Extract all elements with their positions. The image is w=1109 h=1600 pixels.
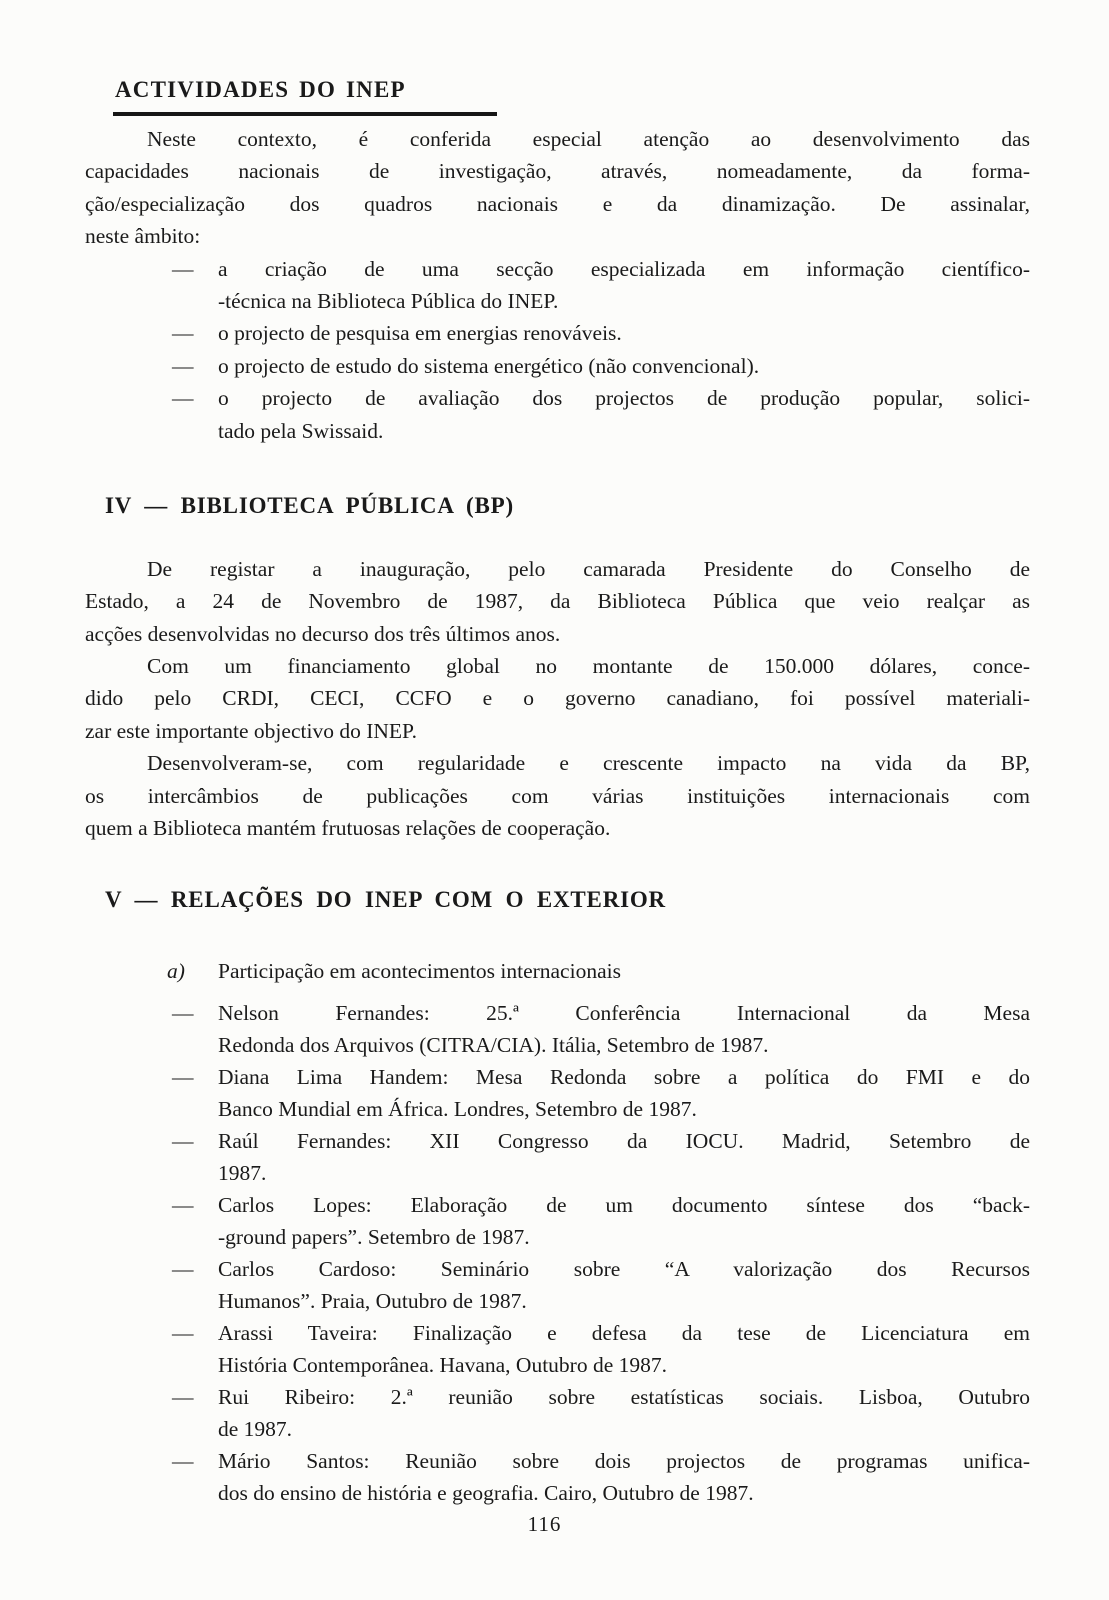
text-line: História Contemporânea. Havana, Outubro de 1987.	[218, 1352, 667, 1377]
text-line: Redonda dos Arquivos (CITRA/CIA). Itália, Setembro de 1987.	[218, 1032, 769, 1057]
text-line: dos do ensino de história e geografia. Cairo, Outubro de 1987.	[218, 1480, 754, 1505]
text-line: Carlos Cardoso: Seminário sobre “A valorização dos Recursos	[218, 1256, 1030, 1281]
text-line: os intercâmbios de publicações com várias instituições internacionais com	[85, 783, 1030, 808]
dash-bullet: —	[172, 256, 194, 281]
text-line: Mário Santos: Reunião sobre dois projectos de programas unifica-	[218, 1448, 1030, 1473]
text-line: Arassi Taveira: Finalização e defesa da tese de Licenciatura em	[218, 1320, 1030, 1345]
text-line: Estado, a 24 de Novembro de 1987, da Biblioteca Pública que veio realçar as	[85, 589, 1030, 614]
text-line: Rui Ribeiro: 2.ª reunião sobre estatísticas sociais. Lisboa, Outubro	[218, 1384, 1030, 1409]
text-line: Humanos”. Praia, Outubro de 1987.	[218, 1288, 527, 1313]
list-item-text	[218, 1189, 1030, 1253]
text-line: -técnica na Biblioteca Pública do INEP.	[218, 288, 559, 313]
text-line: ção/especialização dos quadros nacionais e da dinamização. De assinalar,	[85, 191, 1030, 216]
list-item	[172, 1253, 1030, 1317]
text-line: De registar a inauguração, pelo camarada Presidente do Conselho de	[147, 556, 1030, 581]
paragraph	[85, 747, 1030, 844]
list-item	[172, 1317, 1030, 1381]
section-iv-paragraphs	[85, 553, 1030, 845]
list-item	[172, 997, 1030, 1061]
text-line: a criação de uma secção especializada em informação científico-	[218, 256, 1030, 281]
text-line: de 1987.	[218, 1416, 293, 1441]
text-line: o projecto de pesquisa em energias renováveis.	[218, 321, 622, 346]
list-item-text	[218, 1253, 1030, 1317]
list-item-text	[218, 997, 1030, 1061]
list-item-text	[218, 1445, 1030, 1509]
text-line: Banco Mundial em África. Londres, Setembro de 1987.	[218, 1096, 697, 1121]
list-item	[172, 350, 1030, 382]
list-item-text	[218, 317, 1030, 349]
text-line: Nelson Fernandes: 25.ª Conferência Internacional da Mesa	[218, 1000, 1030, 1025]
text-line: tado pela Swissaid.	[218, 418, 384, 443]
dash-bullet: —	[172, 1128, 194, 1153]
list-item	[172, 317, 1030, 349]
list-item	[172, 1381, 1030, 1445]
paragraph	[85, 553, 1030, 650]
list-item-text	[218, 382, 1030, 447]
text-line: capacidades nacionais de investigação, através, nomeadamente, da forma-	[85, 159, 1030, 184]
subsection-heading	[167, 955, 1030, 987]
paragraph	[85, 650, 1030, 747]
subsection-marker: a)	[167, 959, 185, 984]
text-line: o projecto de estudo do sistema energético (não convencional).	[218, 353, 760, 378]
intro-paragraph	[85, 123, 1030, 253]
text-line: -ground papers”. Setembro de 1987.	[218, 1224, 530, 1249]
text-line: neste âmbito:	[85, 224, 201, 249]
list-item	[172, 1061, 1030, 1125]
list-item-text	[218, 1125, 1030, 1189]
dash-bullet: —	[172, 1192, 194, 1217]
text-line: Com um financiamento global no montante de 150.000 dólares, conce-	[147, 654, 1030, 679]
dash-bullet: —	[172, 1256, 194, 1281]
list-item	[172, 1189, 1030, 1253]
subsection-title: Participação em acontecimentos internacionais	[218, 959, 621, 984]
list-item	[172, 1125, 1030, 1189]
list-item	[172, 1445, 1030, 1509]
text-line: Carlos Lopes: Elaboração de um documento síntese dos “back-	[218, 1192, 1030, 1217]
text-line: 1987.	[218, 1160, 267, 1185]
text-line: Raúl Fernandes: XII Congresso da IOCU. Madrid, Setembro de	[218, 1128, 1030, 1153]
dash-bullet: —	[172, 1064, 194, 1089]
dash-bullet: —	[172, 1448, 194, 1473]
text-line: Diana Lima Handem: Mesa Redonda sobre a política do FMI e do	[218, 1064, 1030, 1089]
text-line: zar este importante objectivo do INEP.	[85, 718, 417, 743]
list-item	[172, 382, 1030, 447]
list-item-text	[218, 350, 1030, 382]
list-item-text	[218, 1061, 1030, 1125]
text-line: acções desenvolvidas no decurso dos três últimos anos.	[85, 621, 561, 646]
list-item-text	[218, 1317, 1030, 1381]
dash-bullet: —	[172, 353, 194, 378]
page-number: 116	[527, 1512, 562, 1536]
text-line: dido pelo CRDI, CECI, CCFO e o governo canadiano, foi possível materiali-	[85, 686, 1030, 711]
list-item	[172, 253, 1030, 318]
activities-list	[172, 253, 1030, 447]
section-iv-heading: IV — BIBLIOTECA PÚBLICA (BP)	[105, 492, 514, 518]
text-line: o projecto de avaliação dos projectos de produção popular, solici-	[218, 386, 1030, 411]
page-header-title: ACTIVIDADES DO INEP	[115, 77, 406, 102]
list-item-text	[218, 253, 1030, 318]
dash-bullet: —	[172, 1320, 194, 1345]
text-line: Desenvolveram-se, com regularidade e crescente impacto na vida da BP,	[147, 751, 1030, 776]
document-header	[85, 76, 1030, 116]
dash-bullet: —	[172, 321, 194, 346]
text-line: Neste contexto, é conferida especial atenção ao desenvolvimento das	[147, 127, 1030, 151]
dash-bullet: —	[172, 1000, 194, 1025]
events-list	[172, 997, 1030, 1509]
section-v-heading: V — RELAÇÕES DO INEP COM O EXTERIOR	[105, 887, 666, 913]
header-underline	[113, 112, 497, 116]
dash-bullet: —	[172, 1384, 194, 1409]
dash-bullet: —	[172, 386, 194, 411]
list-item-text	[218, 1381, 1030, 1445]
text-line: quem a Biblioteca mantém frutuosas relações de cooperação.	[85, 816, 611, 841]
